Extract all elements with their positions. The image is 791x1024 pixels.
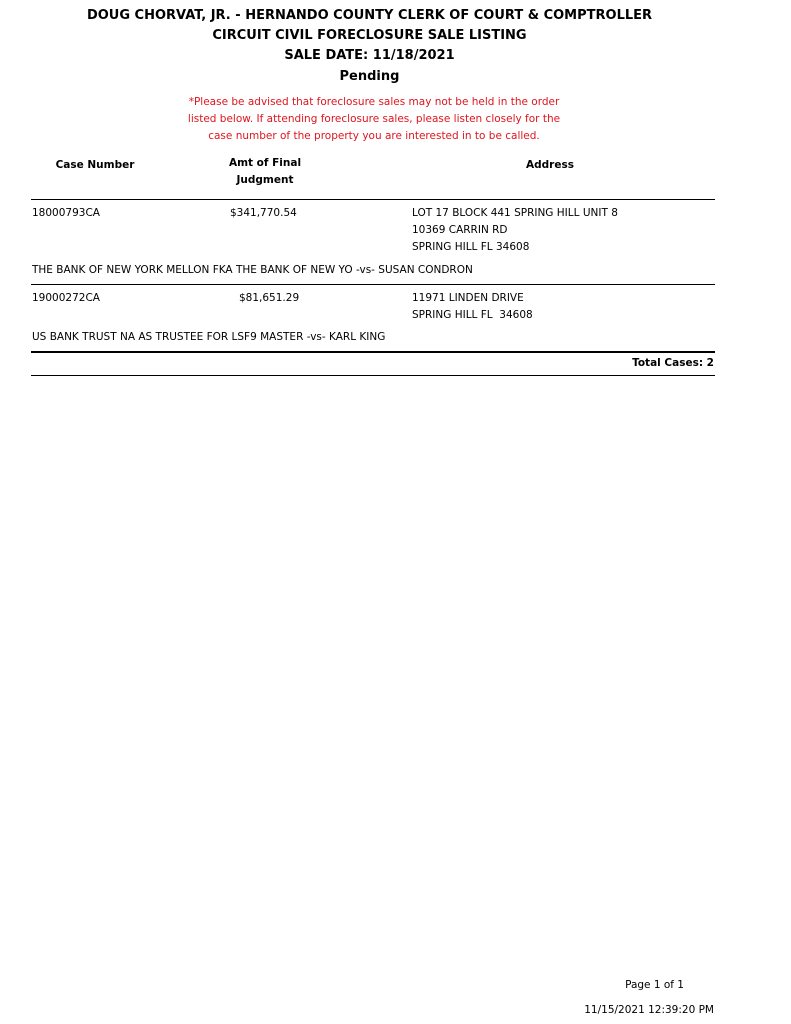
report-subtitle: CIRCUIT CIVIL FORECLOSURE SALE LISTING	[212, 28, 527, 43]
total-cases: Total Cases: 2	[632, 357, 714, 369]
address-line: SPRING HILL FL 34608	[412, 309, 533, 321]
column-header-address: Address	[526, 159, 574, 171]
column-header-judgment-line2: Judgment	[236, 174, 294, 186]
report-title: DOUG CHORVAT, JR. - HERNANDO COUNTY CLERK OF COURT & COMPTROLLER	[86, 8, 653, 23]
sale-status: Pending	[339, 69, 400, 84]
notice-line-2: listed below. If attending foreclosure sales, please listen closely for the	[187, 113, 561, 125]
row-divider	[31, 284, 715, 285]
case-parties: US BANK TRUST NA AS TRUSTEE FOR LSF9 MASTER -vs- KARL KING	[32, 331, 386, 343]
column-header-judgment-line1: Amt of Final	[228, 157, 302, 169]
column-header-case-number: Case Number	[55, 159, 135, 171]
case-parties: THE BANK OF NEW YORK MELLON FKA THE BANK OF NEW YO -vs- SUSAN CONDRON	[32, 264, 473, 276]
case-number: 19000272CA	[32, 292, 100, 304]
address-line: LOT 17 BLOCK 441 SPRING HILL UNIT 8	[412, 207, 618, 219]
report-timestamp: 11/15/2021 12:39:20 PM	[584, 1004, 714, 1016]
address-line: SPRING HILL FL 34608	[412, 241, 530, 253]
address-line: 10369 CARRIN RD	[412, 224, 508, 236]
total-divider-top	[31, 351, 715, 353]
judgment-amount: $341,770.54	[230, 207, 297, 219]
judgment-amount: $81,651.29	[239, 292, 300, 304]
total-divider-bottom	[31, 375, 715, 376]
page-number: Page 1 of 1	[625, 979, 684, 991]
header-divider	[31, 199, 715, 200]
notice-line-1: *Please be advised that foreclosure sales may not be held in the order	[188, 96, 560, 108]
address-line: 11971 LINDEN DRIVE	[412, 292, 524, 304]
notice-line-3: case number of the property you are interested in to be called.	[208, 130, 540, 142]
sale-date: SALE DATE: 11/18/2021	[284, 48, 455, 63]
case-number: 18000793CA	[32, 207, 100, 219]
